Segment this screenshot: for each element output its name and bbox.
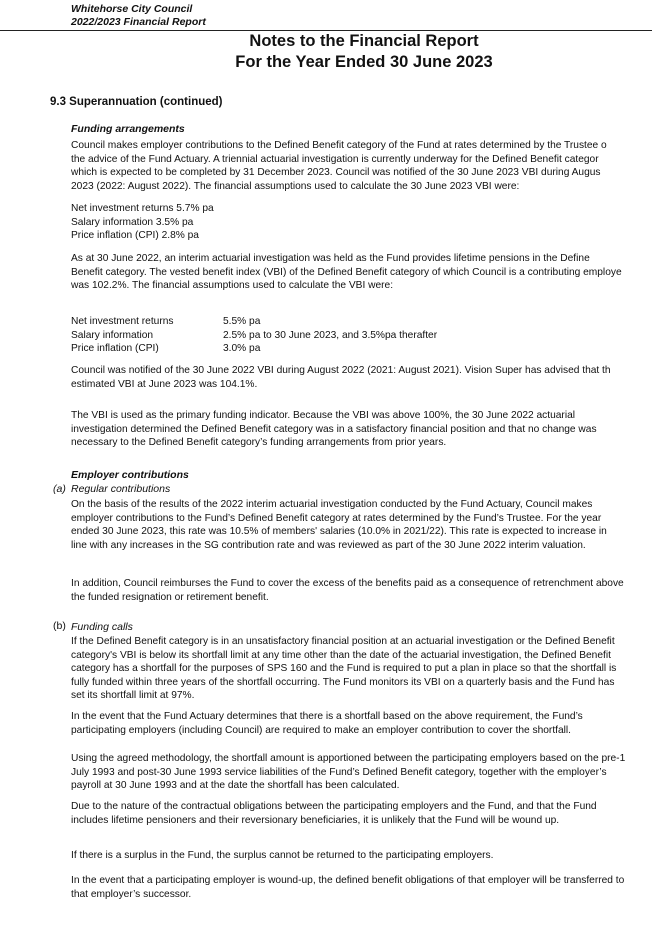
council-name: Whitehorse City Council [71,3,193,15]
text-line: If there is a surplus in the Fund, the surplus cannot be returned to the participating employers. [71,850,494,861]
text-line: that employer’s successor. [71,888,192,900]
report-header [71,3,206,29]
text-line: employer contributions to the Fund’s Defined Benefit category at rates determined by the Fund’s Trustee. For the year [71,512,602,524]
item-label-a: (a) [53,483,66,495]
text-line: necessary to the Defined Benefit category’s funding arrangements from prior years. [71,437,447,449]
text-line: participating employers (including Council) are required to make an employer contribution to cover the shortfall. [71,724,572,736]
text-line: Benefit category. The vested benefit index (VBI) of the Defined Benefit category of which Council is a contributing employe [71,266,622,278]
text-line: In addition, Council reimburses the Fund to cover the excess of the benefits paid as a consequence of retrenchment above [71,578,624,589]
assumptions-2022-table [71,315,437,356]
text-line: Council makes employer contributions to the Defined Benefit category of the Fund at rates determined by the Trustee o [71,140,607,151]
text-line: In the event that the Fund Actuary determines that there is a shortfall based on the above requirement, the Fund’s [71,711,583,722]
assumption-label: Salary information [71,329,154,341]
text-line: estimated VBI at June 2023 was 104.1%. [71,378,258,390]
text-line: As at 30 June 2022, an interim actuarial investigation was held as the Fund provides lifetime pensions in the Define [71,253,590,264]
table-row [71,315,437,329]
table-row [71,329,437,343]
assumption-value: 2.5% pa to 30 June 2023, and 3.5%pa therafter [223,329,438,341]
text-line: which is expected to be completed by 31 December 2023. Council was notified of the 30 June 2023 VBI during Augus [71,167,601,179]
funding-calls-heading: Funding calls [71,621,133,633]
funding-calls-paragraph-2 [71,710,652,737]
text-line: line with any increases in the SG contribution rate and was reviewed as part of the 30 June 2022 interim valuation. [71,539,586,551]
assumption-value: 5.5% pa [223,316,261,327]
text-line: If the Defined Benefit category is in an unsatisfactory financial position at an actuarial investigation or the Defined Benefit [71,636,615,647]
regular-contributions-heading: Regular contributions [71,483,171,495]
table-row [71,342,437,356]
funding-calls-paragraph-1 [71,635,652,703]
funding-calls-paragraph-5 [71,849,652,863]
text-line: fully funded within three years of the shortfall occurring. The Fund monitors its VBI on a quarterly basis and the Fund has [71,676,615,688]
text-line: includes lifetime pensioners and their reversionary beneficiaries, it is unlikely that the Fund will be wound up. [71,814,560,826]
text-line: the advice of the Fund Actuary. A triennial actuarial investigation is currently underway for the Defined Benefit categor [71,153,599,165]
regular-contributions-paragraph-1 [71,498,652,552]
text-line: In the event that a participating employer is wound-up, the defined benefit obligations of that employer will be transferred to [71,875,625,886]
text-line: the funded resignation or retirement benefit. [71,591,269,603]
funding-paragraph-2 [71,252,652,293]
list-item: Net investment returns 5.7% pa [71,203,214,214]
funding-calls-paragraph-3 [71,752,652,793]
funding-calls-paragraph-4 [71,800,652,827]
list-item: Salary information 3.5% pa [71,216,194,228]
text-line: category has a shortfall for the purposes of SPS 160 and the Fund is required to put a plan in place so that the shortfall is [71,663,617,675]
text-line: 2023 (2022: August 2022). The financial assumptions used to calculate the 30 June 2023 VBI were: [71,180,520,192]
text-line: category's VBI is below its shortfall limit at any time other than the date of the actuarial investigation, the Defined Benefit [71,649,611,661]
assumption-value: 3.0% pa [223,343,261,355]
funding-paragraph-3 [71,364,652,391]
text-line: On the basis of the results of the 2022 interim actuarial investigation conducted by the Fund Actuary, Council makes [71,499,593,510]
assumption-label: Net investment returns [71,316,174,327]
text-line: July 1993 and post-30 June 1993 service liabilities of the Fund’s Defined Benefit category, together with the employer’s [71,766,607,778]
assumption-label: Price inflation (CPI) [71,343,159,355]
page-subtitle: For the Year Ended 30 June 2023 [235,53,493,71]
list-item: Price inflation (CPI) 2.8% pa [71,230,199,242]
text-line: Council was notified of the 30 June 2022 VBI during August 2022 (2021: August 2021). Vision Super has advised that th [71,365,611,376]
text-line: was 102.2%. The financial assumptions used to calculate the VBI were: [71,280,394,292]
page-title: Notes to the Financial Report [249,32,479,50]
text-line: The VBI is used as the primary funding indicator. Because the VBI was above 100%, the 30 June 2022 actuarial [71,410,576,421]
item-label-b: (b) [53,620,66,632]
employer-contributions-heading: Employer contributions [71,469,189,481]
assumptions-2023-list [71,202,652,243]
regular-contributions-paragraph-2 [71,577,652,604]
text-line: investigation determined the Defined Benefit category was in a satisfactory financial position and that no change was [71,423,597,435]
text-line: payroll at 30 June 1993 and at the date the shortfall has been calculated. [71,780,400,792]
text-line: ended 30 June 2023, this rate was 10.5% of members' salaries (10.0% in 2021/22). This rate is expected to increase in [71,526,607,538]
text-line: Using the agreed methodology, the shortfall amount is apportioned between the participating employers based on the pre-1 [71,753,626,764]
funding-calls-paragraph-6 [71,874,652,901]
header-divider [0,30,652,31]
funding-paragraph-1 [71,139,652,193]
funding-arrangements-heading: Funding arrangements [71,123,185,135]
funding-paragraph-4 [71,409,652,450]
report-name: 2022/2023 Financial Report [71,16,206,28]
text-line: Due to the nature of the contractual obligations between the participating employers and the Fund, and that the Fund [71,801,597,812]
text-line: set its shortfall limit at 97%. [71,690,195,702]
section-heading: 9.3 Superannuation (continued) [50,96,223,108]
